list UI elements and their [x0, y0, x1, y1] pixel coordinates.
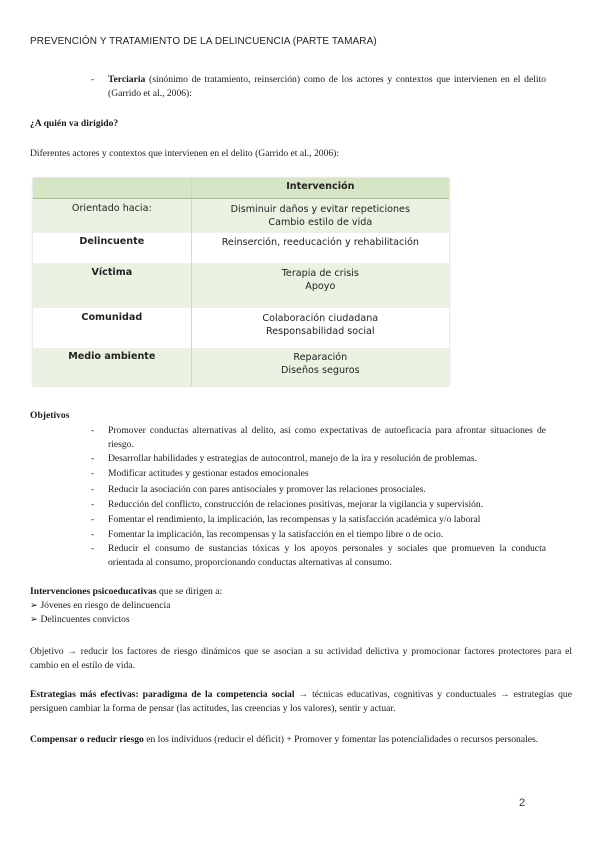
dash-marker: - [91, 529, 95, 540]
dash-marker: - [91, 543, 95, 554]
objetivos-heading: Objetivos [30, 410, 70, 421]
intervention-table [33, 178, 449, 386]
list-item: - Reducir el consumo de sustancias tóxicas y los apoyos personales y sociales que promueven la conducta orientada al consumo, proporcionando conductas alternativas al consumo. [91, 543, 546, 568]
compensar-paragraph: Compensar o reducir riesgo en los individuos (reducir el déficit) + Promover y fomentar las potencialidades o recursos personales. [30, 734, 539, 745]
a-quien-heading: ¿A quién va dirigido? [30, 118, 119, 129]
list-item: - Desarrollar habilidades y estrategias de autocontrol, manejo de la ira y resolución de problemas. [91, 453, 477, 464]
dash-marker: - [91, 499, 95, 510]
cell-line: Reparación [293, 352, 348, 363]
table-intro: Diferentes actores y contextos que intervienen en el delito (Garrido et al., 2006): [30, 148, 340, 159]
estrategias-paragraph: Estrategias más efectivas: paradigma de la competencia social → técnicas educativas, cognitivas y conductuales → estrategias que persiguen cambiar la forma de pensar (las actitudes, las creencias y los valores), sentir y actuar. [30, 689, 572, 714]
arrow-bullet-icon: ➢ [30, 600, 39, 611]
psicoeducativas-heading: Intervenciones psicoeducativas que se dirigen a: [30, 586, 223, 597]
list-item: - Reducir la asociación con pares antisociales y promover las relaciones prosociales. [91, 484, 426, 495]
terciaria-text: (sinónimo de tratamiento, reinserción) como de los actores y contextos que intervienen en el delito (Garrido et al., 2006): [108, 74, 546, 99]
cell-line: Reinserción, reeducación y rehabilitación [221, 237, 419, 248]
table-row [33, 233, 449, 263]
dash-marker: - [91, 425, 95, 436]
table-header-row [33, 178, 449, 199]
dash-marker: - [91, 514, 95, 525]
terciaria-bullet [91, 73, 546, 100]
table-row [33, 308, 449, 348]
dash-marker: - [91, 484, 95, 495]
table-header-col2: Intervención [286, 181, 355, 192]
cell-line: Apoyo [305, 281, 336, 292]
page-number: 2 [519, 797, 526, 809]
dash-marker: - [91, 453, 95, 464]
page-header: PREVENCIÓN Y TRATAMIENTO DE LA DELINCUENCIA (PARTE TAMARA) [30, 36, 377, 47]
table-row [33, 348, 449, 386]
list-item: - Promover conductas alternativas al delito, así como expectativas de autoeficacia para afrontar situaciones de riesgo. [91, 425, 546, 450]
cell-line: Responsabilidad social [266, 326, 375, 337]
row-label: Orientado hacia: [33, 199, 192, 233]
table-row [33, 199, 449, 233]
list-item: - Reducción del conflicto, construcción de relaciones positivas, mejorar la vigilancia y supervisión. [91, 499, 484, 510]
arrow-bullet-icon: ➢ [30, 614, 39, 625]
table-header-col1 [33, 178, 192, 198]
cell-line: Disminuir daños y evitar repeticiones [230, 204, 410, 215]
objetivo-paragraph: Objetivo → reducir los factores de riesgo dinámicos que se asocian a su actividad delictiva y promocionar factores protectores para el cambio en el estilo de vida. [30, 646, 572, 671]
row-label: Delincuente [33, 233, 192, 263]
cell-line: Terapia de crisis [281, 268, 359, 279]
list-item: - Fomentar el rendimiento, la implicación, las recompensas y la satisfacción académica y/o laboral [91, 514, 481, 525]
dash-marker: - [91, 468, 95, 479]
list-item: - Modificar actitudes y gestionar estados emocionales [91, 468, 309, 479]
cell-line: Cambio estilo de vida [268, 217, 373, 228]
dash-marker: - [91, 74, 95, 85]
cell-line: Colaboración ciudadana [262, 313, 379, 324]
row-label: Comunidad [33, 308, 192, 348]
list-item: ➢ Delincuentes convictos [30, 614, 130, 625]
row-label: Víctima [33, 263, 192, 308]
terciaria-term: Terciaria [108, 74, 146, 85]
cell-line: Diseños seguros [281, 365, 360, 376]
list-item: ➢ Jóvenes en riesgo de delincuencia [30, 600, 171, 611]
row-label: Medio ambiente [33, 348, 192, 386]
list-item: - Fomentar la implicación, las recompensas y la satisfacción en el tiempo libre o de ocio. [91, 529, 444, 540]
table-row [33, 263, 449, 308]
